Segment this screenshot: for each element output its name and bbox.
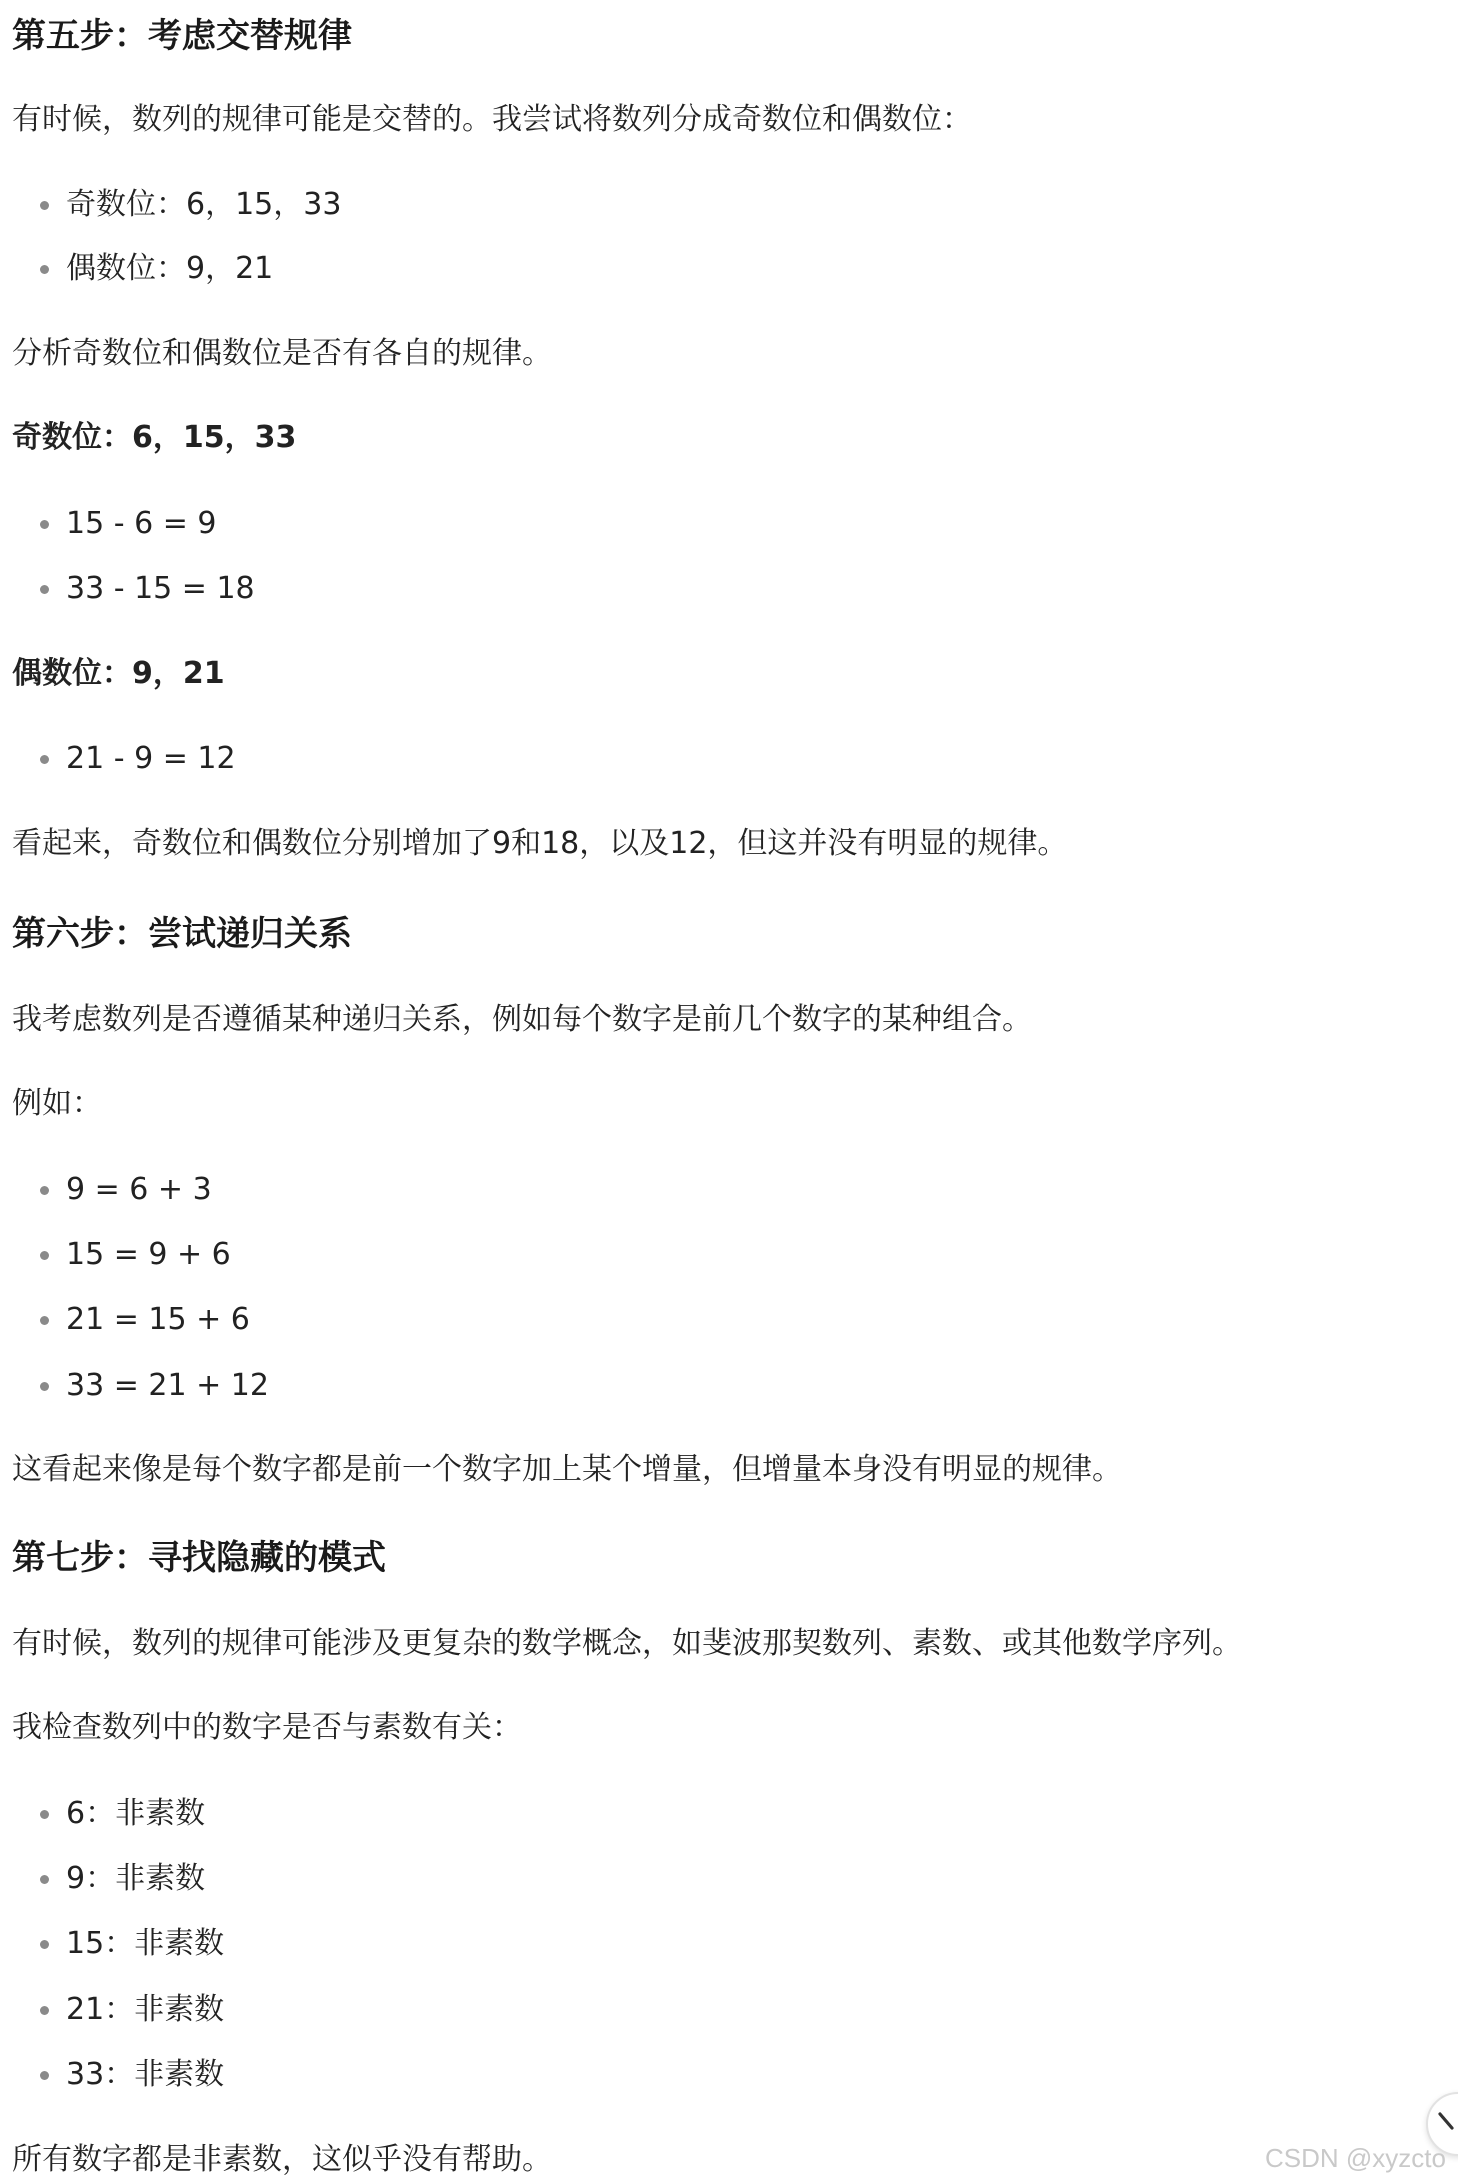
bullet-icon: [40, 1316, 49, 1325]
bullet-icon: [40, 585, 49, 594]
section6-intro: 我考虑数列是否遵循某种递归关系，例如每个数字是前几个数字的某种组合。: [12, 1002, 1032, 1037]
bullet-icon: [40, 2071, 49, 2080]
section7-paragraph: 我检查数列中的数字是否与素数有关：: [12, 1710, 522, 1745]
list-item: 偶数位：9，21: [66, 251, 274, 286]
list-item: 15 = 9 + 6: [66, 1237, 231, 1272]
list-item: 6：非素数: [66, 1796, 206, 1831]
bullet-icon: [40, 1186, 49, 1195]
bullet-icon: [40, 1940, 49, 1949]
even-positions-title: 偶数位：9，21: [12, 656, 225, 691]
list-item: 9：非素数: [66, 1861, 206, 1896]
list-item: 15 - 6 = 9: [66, 506, 217, 541]
chevron-down-icon: [1434, 2108, 1458, 2138]
bullet-icon: [40, 1251, 49, 1260]
section7-conclusion: 所有数字都是非素数，这似乎没有帮助。: [12, 2142, 552, 2177]
list-item: 33 = 21 + 12: [66, 1368, 269, 1403]
section5-heading: 第五步：考虑交替规律: [12, 16, 352, 56]
list-item: 21 - 9 = 12: [66, 741, 236, 776]
watermark: CSDN @xyzcto: [1265, 2143, 1446, 2173]
bullet-icon: [40, 1810, 49, 1819]
section6-conclusion: 这看起来像是每个数字都是前一个数字加上某个增量，但增量本身没有明显的规律。: [12, 1452, 1122, 1487]
section7-intro: 有时候，数列的规律可能涉及更复杂的数学概念，如斐波那契数列、素数、或其他数学序列。: [12, 1626, 1242, 1661]
section7-heading: 第七步：寻找隐藏的模式: [12, 1538, 386, 1578]
bullet-icon: [40, 201, 49, 210]
list-item: 21：非素数: [66, 1992, 225, 2027]
bullet-icon: [40, 2006, 49, 2015]
section5-conclusion: 看起来，奇数位和偶数位分别增加了9和18，以及12，但这并没有明显的规律。: [12, 826, 1068, 861]
list-item: 33：非素数: [66, 2057, 225, 2092]
list-item: 奇数位：6，15，33: [66, 187, 342, 222]
list-item: 33 - 15 = 18: [66, 571, 255, 606]
bullet-icon: [40, 520, 49, 529]
section5-intro: 有时候，数列的规律可能是交替的。我尝试将数列分成奇数位和偶数位：: [12, 102, 972, 137]
bullet-icon: [40, 1382, 49, 1391]
bullet-icon: [40, 265, 49, 274]
bullet-icon: [40, 1875, 49, 1884]
section6-example-label: 例如：: [12, 1086, 102, 1121]
odd-positions-title: 奇数位：6，15，33: [12, 420, 297, 455]
list-item: 21 = 15 + 6: [66, 1302, 250, 1337]
list-item: 15：非素数: [66, 1926, 225, 1961]
section5-paragraph: 分析奇数位和偶数位是否有各自的规律。: [12, 336, 552, 371]
bullet-icon: [40, 755, 49, 764]
section6-heading: 第六步：尝试递归关系: [12, 914, 352, 954]
list-item: 9 = 6 + 3: [66, 1172, 212, 1207]
